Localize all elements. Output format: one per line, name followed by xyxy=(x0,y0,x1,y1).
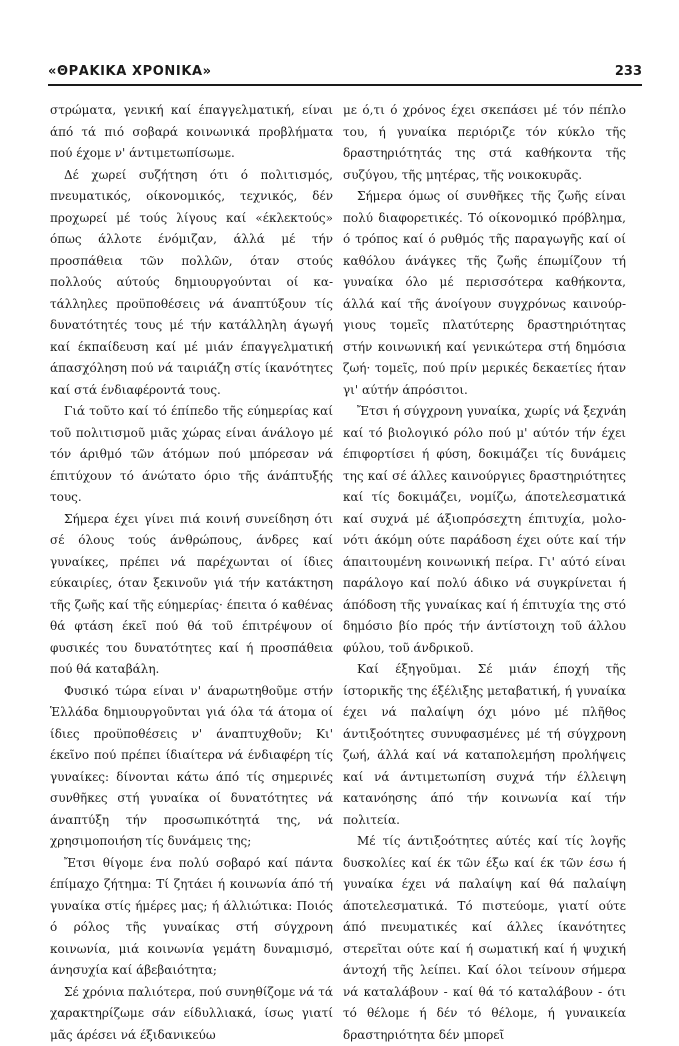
paragraph: Ἔτσι ή σύγχρονη γυναίκα, χωρίς νά ξεχνάη καί τό βιολογικό ρόλο πού μ' αύτόν τήν έχει έπιφορτίσει ή φύση, δοκιμάζει τίς δυνάμεις της καί σέ άλλες καινούργιες δραστηριότητες καί τίς δοκιμάζει, νομίζω, άποτελεσματικά καί συχνά μέ άξιοπρόσεχτη έπιτυχία, μολονότι άκόμη ούτε παράδοση έχει ούτε καί τήν άπαιτουμένη κοινωνική πείρα. Γι' αύτό είναι παράλογο καί πολύ άδικο νά συγκρίνεται ή άπόδοση τῆς γυναίκας καί ή έπιτυχία της στό δημόσιο βίο πρός τήν άντίστοιχη τοῦ άλλου φύλου, τοῦ άνδρικοῦ. xyxy=(343,401,626,659)
paragraph: Σέ χρόνια παλιότερα, πού συνηθίζομε νά τά χαρακτηρίζωμε σάν είδυλλιακά, ίσως γιατί μᾶς άρέσει νά έξιδανικεύω xyxy=(50,982,333,1046)
page-number: 233 xyxy=(615,64,642,79)
paragraph: Καί έξηγοῦμαι. Σέ μιάν έποχή τῆς ίστορικῆς της έξέλιξης μεταβατική, ή γυναίκα έχει νά παλαίψη όχι μόνο μέ πλῆθος άντιξοότητες συνυφασμένες μέ τή σύγχρονη ζωή, άλλά καί νά καταπολεμήση προλήψεις καί νά άντιμετωπίση συχνά τήν έλλειψη κατανόησης άπό τήν κοινωνία καί τήν πολιτεία. xyxy=(343,659,626,831)
paragraph: Μέ τίς άντιξοότητες αύτές καί τίς λογῆς δυσκολίες καί έκ τῶν έξω καί έκ τῶν έσω ή γυναίκα έχει νά παλαίψη καί θά παλαίψη άποτελεσματικά. Τό πιστεύομε, γιατί ούτε άπό πνευματικές καί άλλες ίκανότητες στερεῖται ούτε καί ή σωματική καί ή ψυχική άντοχή τῆς λείπει. Καί όλοι τείνουν σήμερα νά καταλάβουν - καί θά τό καταλάβουν - ότι τό θέλομε ή δέν τό θέλομε, ή γυναικεία δραστηριότητα δέν μπορεῖ xyxy=(343,831,626,1046)
paragraph: Φυσικό τώρα είναι ν' άναρωτηθοῦμε στήν Ἑλλάδα δημιουργοῦνται γιά όλα τά άτομα οί ίδιες προϋποθέσεις ν' άναπτυχθοῦν; Κι' έκεῖνο πού πρέπει ίδιαίτερα νά ένδιαφέρη τίς γυναίκες: δίνονται κάτω άπό τίς σημερινές συνθῆκες στή γυναίκα οί δυνατότητες νά άναπτύξη τήν προσωπικότητά της, νά χρησιμοποιήση τίς δυνάμεις της; xyxy=(50,681,333,853)
paragraph: με ό,τι ό χρόνος έχει σκεπάσει μέ τόν πέπλο του, ή γυναίκα περιόριζε τόν κύκλο τῆς δραστηριότητάς της στά καθήκοντα τῆς συζύγου, τῆς μητέρας, τῆς νοικοκυρᾶς. xyxy=(343,100,626,186)
paragraph: Δέ χωρεί συζήτηση ότι ό πολιτισμός, πνευματικός, οίκονομικός, τεχνικός, δέν προχωρεί μέ τούς λίγους καί «έκλεκτούς» όπως άλλοτε ένόμιζαν, άλλά μέ τήν προσπάθεια τῶν πολλῶν, όταν στούς πολλούς αύτούς δημιουργούνται οί κατάλληλες προϋποθέσεις νά άναπτύξουν τίς δυνατότητές τους μέ τήν κατάλληλη άγωγή καί έκπαίδευση καί μέ μιάν έπαγγελματική άπασχόληση πού νά ταιριάζη στίς ίκανότητες καί στά ένδιαφέροντά τους. xyxy=(50,165,333,402)
right-column xyxy=(343,100,626,1046)
running-title: «ΘΡΑΚΙΚΑ ΧΡΟΝΙΚΑ» xyxy=(48,64,212,79)
paragraph: Ἔτσι θίγομε ένα πολύ σοβαρό καί πάντα έπίμαχο ζήτημα: Τί ζητάει ή κοινωνία άπό τή γυναίκα στίς ήμέρες μας; ή άλλιώτικα: Ποιός ό ρόλος τῆς γυναίκας στή σύγχρονη κοινωνία, μιά κοινωνία γεμάτη δυναμισμό, άνησυχία καί άβεβαιότητα; xyxy=(50,853,333,982)
paragraph: Σήμερα όμως οί συνθῆκες τῆς ζωῆς είναι πολύ διαφορετικές. Τό οίκονομικό πρόβλημα, ό τρόπος καί ό ρυθμός τῆς παραγωγῆς καί οί καθόλου άνάγκες τῆς ζωῆς έπωμίζουν τή γυναίκα όλο μέ περισσότερα καθήκοντα, άλλά καί τῆς άνοίγουν συγχρόνως καινούργιους τομεῖς πλατύτερης δραστηριότητας στήν κοινωνική καί γενικώτερα στή δημόσια ζωή· τομεῖς, πού πρίν μερικές δεκαετίες ήταν γι' αύτήν άπρόσιτοι. xyxy=(343,186,626,401)
paragraph: Γιά τοῦτο καί τό έπίπεδο τῆς εύημερίας καί τοῦ πολιτισμοῦ μιᾶς χώρας είναι άνάλογο μέ τόν άριθμό τῶν άτόμων πού μπόρεσαν νά έπιτύχουν τό άνώτατο όριο τῆς άνάπτυξής τους. xyxy=(50,401,333,509)
paragraph: Σήμερα έχει γίνει πιά κοινή συνείδηση ότι σέ όλους τούς άνθρώπους, άνδρες καί γυναίκες, πρέπει νά παρέχωνται οί ίδιες εύκαιρίες, όταν ξεκινοῦν γιά τήν κατάκτηση τῆς ζωῆς καί τῆς εύημερίας· έπειτα ό καθένας θά φτάση έκεῖ πού θά τοῦ έπιτρέψουν οί φυσικές του δυνατότητες καί ή προσπάθεια πού θά καταβάλη. xyxy=(50,509,333,681)
page-header xyxy=(48,62,642,86)
left-column xyxy=(50,100,333,1046)
paragraph: στρώματα, γενική καί έπαγγελματική, είναι άπό τά πιό σοβαρά κοινωνικά προβλήματα πού έχομε ν' άντιμετωπίσωμε. xyxy=(50,100,333,165)
